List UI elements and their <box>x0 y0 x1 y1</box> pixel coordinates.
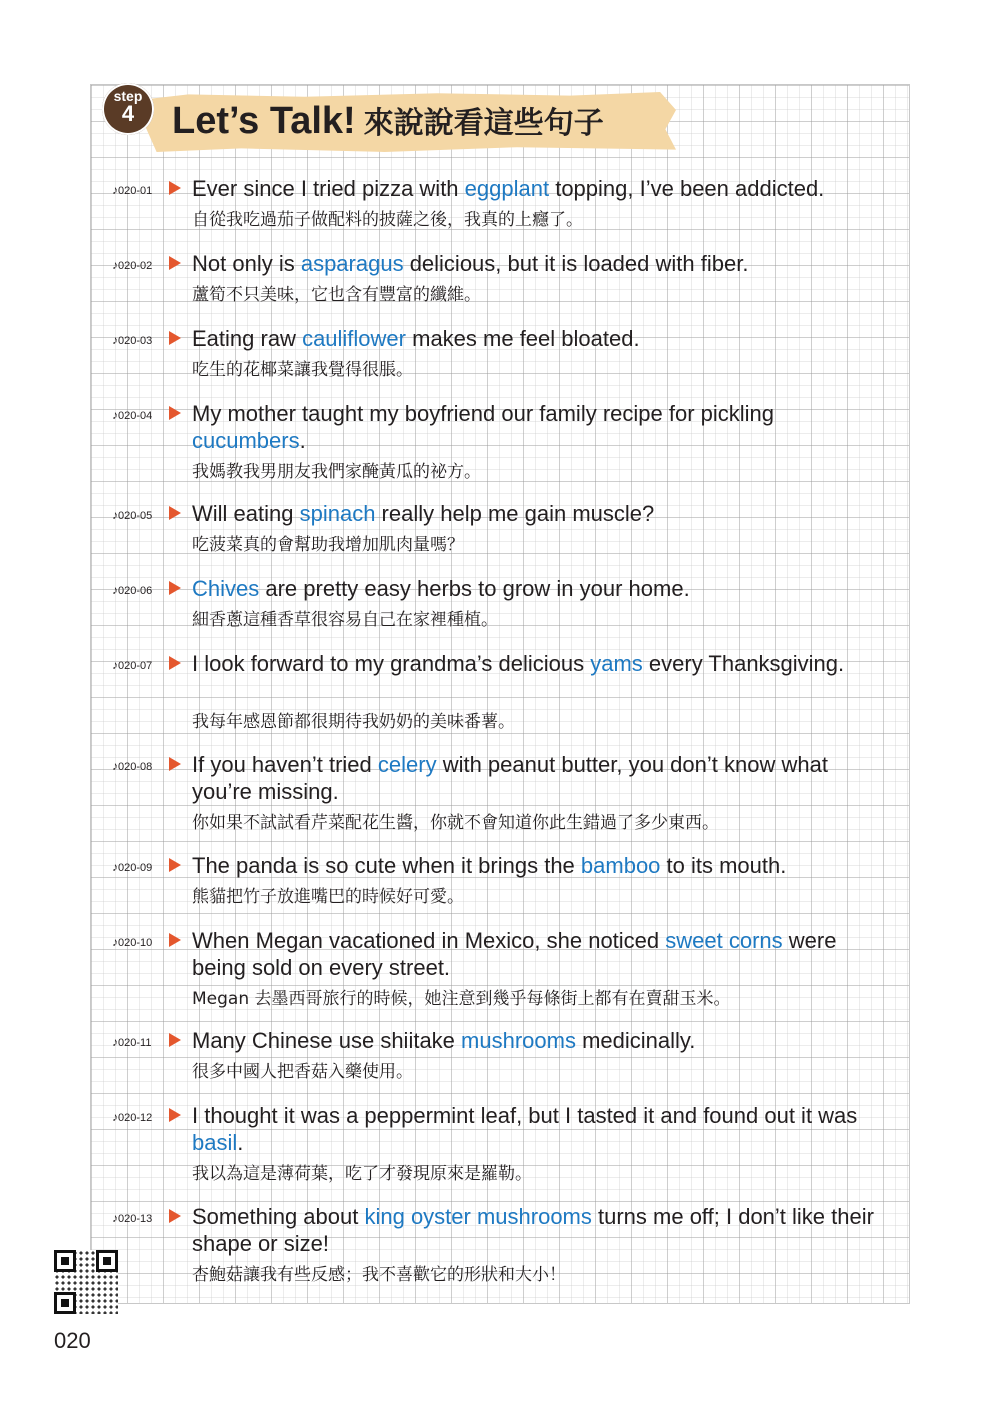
audio-track-label[interactable] <box>112 935 152 949</box>
chinese-translation: 我以為這是薄荷葉，吃了才發現原來是羅勒。 <box>192 1164 532 1184</box>
play-arrow-icon[interactable] <box>169 757 181 771</box>
track-number: 020-09 <box>118 862 153 874</box>
chinese-translation: 吃菠菜真的會幫助我增加肌肉量嗎？ <box>192 535 464 555</box>
sentence-text: The panda is so cute when it brings the <box>192 853 581 878</box>
english-sentence <box>192 927 892 981</box>
english-sentence <box>192 400 892 454</box>
track-number: 020-08 <box>118 761 153 773</box>
music-note-icon: ♪ <box>112 658 118 672</box>
vocabulary-keyword: sweet corns <box>665 928 783 953</box>
sentence-text: were being sold on every street. <box>192 928 837 980</box>
track-number: 020-01 <box>118 185 153 197</box>
sentence-text: Not only is <box>192 251 301 276</box>
sentence-text: Many Chinese use shiitake <box>192 1028 462 1053</box>
sentence-text: to its mouth. <box>660 853 787 878</box>
chinese-translation: 蘆筍不只美味，它也含有豐富的纖維。 <box>192 285 481 305</box>
play-arrow-icon[interactable] <box>169 656 181 670</box>
audio-track-label[interactable] <box>112 583 152 597</box>
track-number: 020-12 <box>118 1112 153 1124</box>
audio-track-label[interactable] <box>112 1211 152 1225</box>
step-badge <box>102 83 154 135</box>
sentence-text: with peanut butter, you don’t know what you’re missing. <box>192 752 828 804</box>
sentence-text: . <box>237 1130 244 1155</box>
sentence-text: I thought it was a peppermint leaf, but I tasted it and found out it was <box>192 1103 858 1128</box>
english-sentence <box>192 1027 892 1054</box>
step-word: step <box>113 88 143 104</box>
sentence-text: If you haven’t tried <box>192 752 378 777</box>
vocabulary-keyword: celery <box>377 752 437 777</box>
chinese-translation: 熊貓把竹子放進嘴巴的時候好可愛。 <box>192 887 464 907</box>
vocabulary-keyword: king oyster mushrooms <box>364 1204 592 1229</box>
music-note-icon: ♪ <box>112 333 118 347</box>
sentence-text: every Thanksgiving. <box>642 651 845 676</box>
chinese-translation: 很多中國人把香菇入藥使用。 <box>192 1062 413 1082</box>
play-arrow-icon[interactable] <box>169 331 181 345</box>
chinese-translation: 細香蔥這種香草很容易自己在家裡種植。 <box>192 610 498 630</box>
sentence-text: Something about <box>192 1204 365 1229</box>
vocabulary-keyword: cucumbers <box>192 428 300 453</box>
sentence-text: Eating raw <box>192 326 303 351</box>
qr-code-icon[interactable] <box>54 1250 118 1314</box>
english-sentence <box>192 175 892 202</box>
english-sentence <box>192 575 892 602</box>
sentence-text: are pretty easy herbs to grow in your home. <box>259 576 690 601</box>
vocabulary-keyword: cauliflower <box>302 326 406 351</box>
play-arrow-icon[interactable] <box>169 1033 181 1047</box>
english-sentence <box>192 751 892 805</box>
page-number: 020 <box>54 1328 91 1353</box>
english-sentence <box>192 500 892 527</box>
english-sentence <box>192 250 892 277</box>
track-number: 020-07 <box>118 660 153 672</box>
audio-track-label[interactable] <box>112 860 152 874</box>
music-note-icon: ♪ <box>112 183 118 197</box>
sentence-text: turns me off; I don’t like their shape or size! <box>192 1204 874 1256</box>
music-note-icon: ♪ <box>112 583 118 597</box>
sentence-text: My mother taught my boyfriend our family recipe for pickling <box>192 401 775 426</box>
audio-track-label[interactable] <box>112 1035 151 1049</box>
english-sentence <box>192 852 892 879</box>
step-number: 4 <box>121 101 135 126</box>
chinese-translation: 吃生的花椰菜讓我覺得很脹。 <box>192 360 413 380</box>
sentence-text: Ever since I tried pizza with <box>192 176 465 201</box>
play-arrow-icon[interactable] <box>169 256 181 270</box>
track-number: 020-13 <box>118 1213 153 1225</box>
vocabulary-keyword: basil <box>192 1130 238 1155</box>
chinese-translation: 你如果不試試看芹菜配花生醬，你就不會知道你此生錯過了多少東西。 <box>192 813 719 833</box>
vocabulary-keyword: yams <box>590 651 643 676</box>
track-number: 020-05 <box>118 510 153 522</box>
music-note-icon: ♪ <box>112 860 118 874</box>
sentence-text: makes me feel bloated. <box>406 326 640 351</box>
audio-track-label[interactable] <box>112 333 152 347</box>
vocabulary-keyword: asparagus <box>300 251 404 276</box>
audio-track-label[interactable] <box>112 183 152 197</box>
english-sentence <box>192 1102 892 1156</box>
sentence-text: delicious, but it is loaded with fiber. <box>403 251 749 276</box>
track-number: 020-02 <box>118 260 153 272</box>
play-arrow-icon[interactable] <box>169 581 181 595</box>
title-english: Let’s Talk! <box>172 100 356 142</box>
vocabulary-keyword: mushrooms <box>461 1028 576 1053</box>
play-arrow-icon[interactable] <box>169 506 181 520</box>
audio-track-label[interactable] <box>112 658 152 672</box>
chinese-translation: 杏鮑菇讓我有些反感；我不喜歡它的形狀和大小！ <box>192 1265 566 1285</box>
music-note-icon: ♪ <box>112 408 118 422</box>
track-number: 020-11 <box>118 1037 152 1049</box>
chinese-translation: 自從我吃過茄子做配料的披薩之後，我真的上癮了。 <box>192 210 583 230</box>
english-sentence <box>192 1203 892 1257</box>
music-note-icon: ♪ <box>112 1035 118 1049</box>
play-arrow-icon[interactable] <box>169 1108 181 1122</box>
play-arrow-icon[interactable] <box>169 406 181 420</box>
track-number: 020-03 <box>118 335 153 347</box>
music-note-icon: ♪ <box>112 1211 118 1225</box>
audio-track-label[interactable] <box>112 759 152 773</box>
sentence-text: medicinally. <box>575 1028 696 1053</box>
english-sentence <box>192 325 892 352</box>
vocabulary-keyword: bamboo <box>580 853 661 878</box>
page-title <box>172 98 604 144</box>
chinese-translation: 我每年感恩節都很期待我奶奶的美味番薯。 <box>192 712 515 732</box>
sentence-text: I look forward to my grandma’s delicious <box>192 651 591 676</box>
track-number: 020-06 <box>118 585 153 597</box>
vocabulary-keyword: spinach <box>299 501 376 526</box>
audio-track-label[interactable] <box>112 408 152 422</box>
chinese-translation: Megan 去墨西哥旅行的時候，她注意到幾乎每條街上都有在賣甜玉米。 <box>192 989 731 1009</box>
title-chinese: 來說說看這些句子 <box>363 106 604 141</box>
audio-track-label[interactable] <box>112 508 152 522</box>
music-note-icon: ♪ <box>112 508 118 522</box>
sentence-text: . <box>299 428 306 453</box>
music-note-icon: ♪ <box>112 935 118 949</box>
track-number: 020-10 <box>118 937 153 949</box>
play-arrow-icon[interactable] <box>169 181 181 195</box>
sentence-text: topping, I’ve been addicted. <box>549 176 825 201</box>
music-note-icon: ♪ <box>112 258 118 272</box>
play-arrow-icon[interactable] <box>169 858 181 872</box>
play-arrow-icon[interactable] <box>169 1209 181 1223</box>
vocabulary-keyword: Chives <box>192 576 260 601</box>
english-sentence <box>192 650 892 677</box>
play-arrow-icon[interactable] <box>169 933 181 947</box>
track-number: 020-04 <box>118 410 153 422</box>
audio-track-label[interactable] <box>112 258 152 272</box>
sentence-text: really help me gain muscle? <box>375 501 655 526</box>
music-note-icon: ♪ <box>112 1110 118 1124</box>
audio-track-label[interactable] <box>112 1110 152 1124</box>
sentence-text: When Megan vacationed in Mexico, she noticed <box>192 928 666 953</box>
chinese-translation: 我媽教我男朋友我們家醃黃瓜的祕方。 <box>192 462 481 482</box>
music-note-icon: ♪ <box>112 759 118 773</box>
sentence-text: Will eating <box>192 501 300 526</box>
vocabulary-keyword: eggplant <box>464 176 550 201</box>
